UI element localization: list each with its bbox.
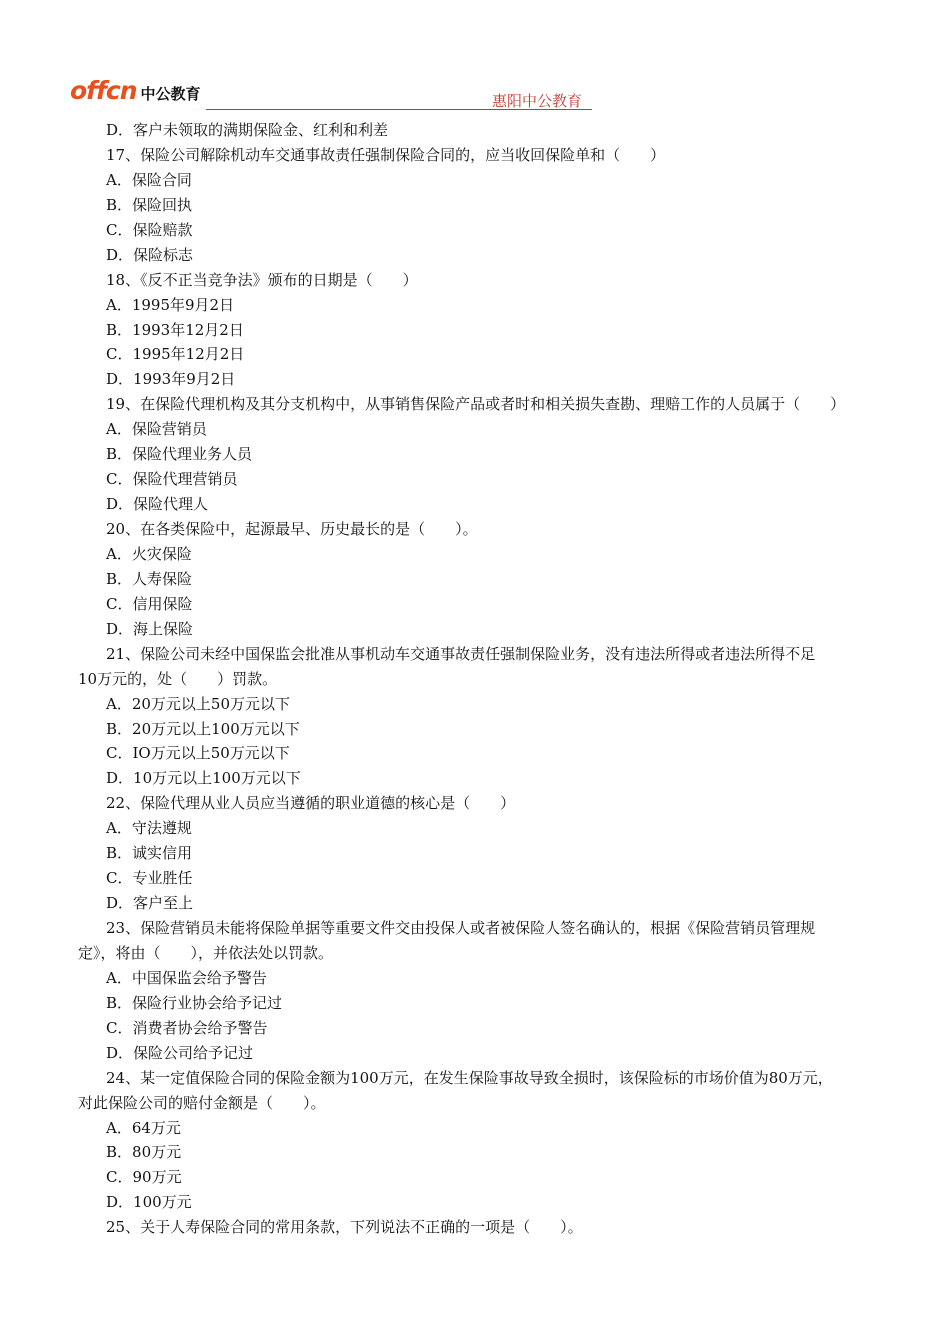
- answer-option: A．中国保监会给予警告: [106, 968, 267, 987]
- document-body: [78, 118, 898, 1240]
- answer-option: D．海上保险: [106, 619, 194, 638]
- answer-option: D．保险公司给予记过: [106, 1043, 254, 1062]
- answer-option: B．人寿保险: [106, 569, 193, 588]
- answer-option: A．64万元: [106, 1118, 181, 1137]
- answer-option: B．保险行业协会给予记过: [106, 993, 283, 1012]
- offcn-logo: [70, 76, 201, 105]
- answer-option: A．守法遵规: [106, 819, 192, 838]
- page-header: [70, 74, 670, 114]
- answer-option: B．1993年12月2日: [106, 320, 244, 339]
- question-text: 17、保险公司解除机动车交通事故责任强制保险合同的，应当收回保险单和（ ）: [106, 145, 666, 164]
- answer-option: C．专业胜任: [106, 869, 193, 888]
- answer-option: A．20万元以上50万元以下: [106, 694, 291, 713]
- answer-option: D．1993年9月2日: [106, 370, 236, 389]
- question-text: 18、《反不正当竞争法》颁布的日期是（ ）: [106, 270, 418, 289]
- answer-option: A．1995年9月2日: [106, 295, 235, 314]
- question-text: 24、某一定值保险合同的保险金额为100万元，在发生保险事故导致全损时，该保险标的市场价值为80万元，: [106, 1068, 833, 1087]
- answer-option: D．100万元: [106, 1193, 192, 1212]
- answer-option: A．保险合同: [106, 170, 192, 189]
- answer-option: B．20万元以上100万元以下: [106, 719, 300, 738]
- answer-option: C．保险代理营销员: [106, 470, 238, 489]
- answer-option: D．保险代理人: [106, 495, 209, 514]
- logo-chinese-name: 中公教育: [140, 85, 201, 103]
- question-text: 21、保险公司未经中国保监会批准从事机动车交通事故责任强制保险业务，没有违法所得或者违法所得不足: [106, 644, 816, 663]
- question-text: 23、保险营销员未能将保险单据等重要文件交由投保人或者被保险人签名确认的，根据《保险营销员管理规: [106, 919, 816, 937]
- question-text: 25、关于人寿保险合同的常用条款，下列说法不正确的一项是（ ）。: [106, 1218, 583, 1237]
- answer-option: C．信用保险: [106, 594, 193, 613]
- answer-option: B．诚实信用: [106, 844, 193, 863]
- answer-option: B．80万元: [106, 1143, 182, 1162]
- question-text-continued: 定》，将由（ ），并依法处以罚款。: [78, 943, 334, 962]
- question-text: 20、在各类保险中，起源最早、历史最长的是（ ）。: [106, 520, 478, 538]
- answer-option: C．90万元: [106, 1168, 182, 1187]
- question-text-continued: 10万元的，处（ ）罚款。: [78, 669, 278, 688]
- answer-option: D．10万元以上100万元以下: [106, 769, 301, 788]
- question-text: 22、保险代理从业人员应当遵循的职业道德的核心是（ ）: [106, 794, 516, 813]
- answer-option: B．保险代理业务人员: [106, 445, 253, 464]
- answer-option: C．消费者协会给予警告: [106, 1018, 268, 1037]
- answer-option: C．1995年12月2日: [106, 345, 245, 364]
- answer-option: C．保险赔款: [106, 220, 193, 239]
- answer-option: B．保险回执: [106, 195, 193, 214]
- header-link[interactable]: 惠阳中公教育: [492, 92, 583, 110]
- logo-wordmark: offcn: [70, 76, 137, 105]
- question-text-continued: 对此保险公司的赔付金额是（ ）。: [78, 1093, 326, 1112]
- answer-option: A．火灾保险: [106, 544, 192, 563]
- answer-option: D．客户至上: [106, 894, 194, 913]
- answer-option: D．客户未领取的满期保险金、红利和利差: [106, 121, 389, 139]
- answer-option: D．保险标志: [106, 245, 194, 264]
- answer-option: A．保险营销员: [106, 420, 207, 439]
- answer-option: C．IO万元以上50万元以下: [106, 744, 290, 763]
- question-text: 19、在保险代理机构及其分支机构中，从事销售保险产品或者时和相关损失查勘、理赔工作的人员属于（ ）: [106, 395, 846, 414]
